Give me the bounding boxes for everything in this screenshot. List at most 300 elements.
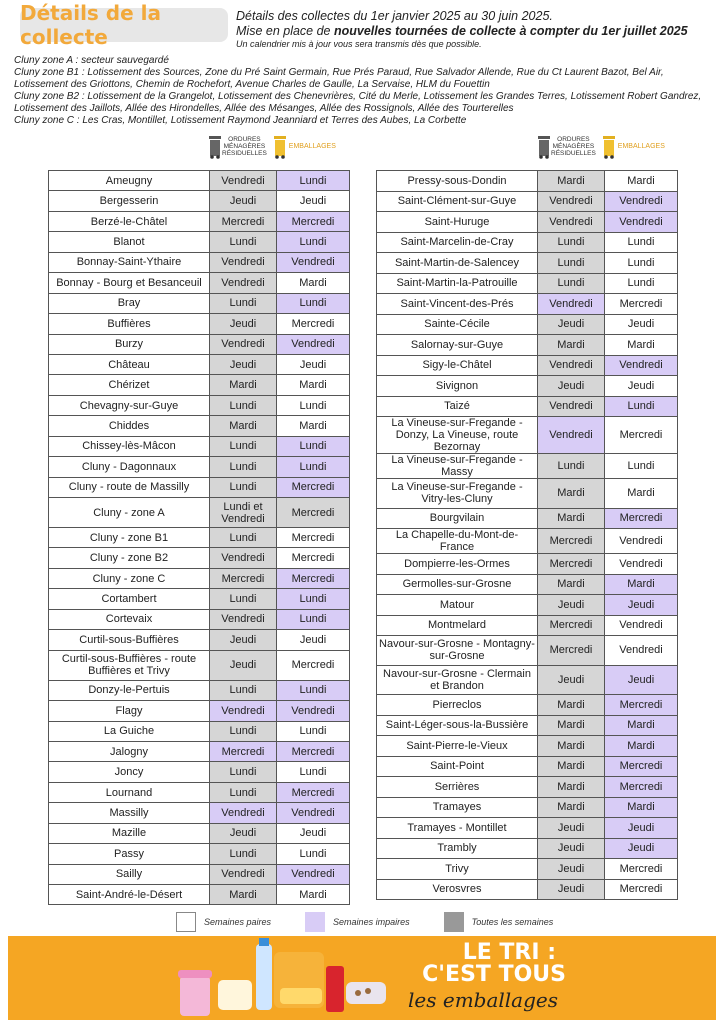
- om-day-cell: Mercredi: [538, 529, 605, 554]
- om-day-cell: Vendredi: [210, 803, 277, 823]
- om-day-cell: Lundi: [210, 721, 277, 741]
- city-cell: Saint-André-le-Désert: [49, 885, 210, 905]
- om-day-cell: Vendredi: [538, 212, 605, 233]
- table-row: [377, 479, 678, 509]
- emb-header-label: EMBALLAGES: [617, 142, 665, 150]
- city-cell: La Chapelle-du-Mont-de-France: [377, 529, 538, 554]
- city-cell: Tramayes - Montillet: [377, 818, 538, 839]
- table-row: [49, 528, 350, 548]
- emb-day-cell: Mercredi: [277, 568, 350, 588]
- om-day-cell: Vendredi: [538, 417, 605, 454]
- om-day-cell: Jeudi: [538, 376, 605, 397]
- table-row: [49, 191, 350, 211]
- table-row: [49, 273, 350, 293]
- city-cell: Chérizet: [49, 375, 210, 395]
- zone-line: Cluny zone C : Les Cras, Montillet, Lotissement Raymond Jeanniard et Terres des Aubes, La Corbette: [14, 115, 467, 126]
- om-day-cell: Lundi: [210, 762, 277, 782]
- om-day-cell: Lundi: [210, 589, 277, 609]
- emb-day-cell: Vendredi: [605, 355, 678, 376]
- table-row: [49, 171, 350, 191]
- emb-day-cell: Jeudi: [277, 630, 350, 650]
- om-day-cell: Vendredi: [538, 355, 605, 376]
- emb-day-cell: Vendredi: [605, 636, 678, 666]
- city-cell: Saint-Martin-la-Patrouille: [377, 273, 538, 294]
- city-cell: La Guiche: [49, 721, 210, 741]
- om-header-line: RÉSIDUELLES: [551, 149, 596, 157]
- emb-day-cell: Lundi: [277, 171, 350, 191]
- table-row: [377, 376, 678, 397]
- emb-day-cell: Mercredi: [605, 294, 678, 315]
- emb-day-cell: Mercredi: [605, 417, 678, 454]
- table-row: [377, 838, 678, 859]
- city-cell: Cluny - zone C: [49, 568, 210, 588]
- emb-day-cell: Mercredi: [277, 314, 350, 334]
- emb-day-cell: Jeudi: [605, 665, 678, 695]
- city-cell: Montmelard: [377, 615, 538, 636]
- packaging-illustration-icon: [168, 936, 448, 1020]
- table-row: [377, 273, 678, 294]
- table-row: [49, 680, 350, 700]
- emb-day-cell: Vendredi: [277, 252, 350, 272]
- table-row: [377, 665, 678, 695]
- om-day-cell: Lundi: [210, 457, 277, 477]
- emb-day-cell: Mardi: [277, 416, 350, 436]
- table-row: [49, 803, 350, 823]
- notice-bold: nouvelles tournées de collecte à compter du 1er juillet 2025: [333, 24, 688, 38]
- city-cell: Saint-Léger-sous-la-Bussière: [377, 715, 538, 736]
- table-row: [49, 354, 350, 374]
- table-row: [49, 701, 350, 721]
- city-cell: Chevagny-sur-Guye: [49, 395, 210, 415]
- column-header-left: [208, 133, 336, 159]
- emb-day-cell: Mardi: [277, 885, 350, 905]
- emb-day-cell: Mercredi: [605, 859, 678, 880]
- table-row: [49, 762, 350, 782]
- table-row: [49, 823, 350, 843]
- city-cell: Cortambert: [49, 589, 210, 609]
- om-day-cell: Jeudi: [210, 650, 277, 680]
- om-day-cell: Mardi: [210, 416, 277, 436]
- emb-day-cell: Lundi: [605, 396, 678, 417]
- table-row: [377, 818, 678, 839]
- city-cell: Chissey-lès-Mâcon: [49, 436, 210, 456]
- city-cell: Cortevaix: [49, 609, 210, 629]
- zone-line: Cluny zone A : secteur sauvegardé: [14, 55, 169, 66]
- city-cell: Burzy: [49, 334, 210, 354]
- table-row: [377, 859, 678, 880]
- table-row: [377, 314, 678, 335]
- emb-day-cell: Mardi: [605, 736, 678, 757]
- table-row: [377, 715, 678, 736]
- city-cell: Tramayes: [377, 797, 538, 818]
- city-cell: Blanot: [49, 232, 210, 252]
- zone-line: Cluny zone B1 : Lotissement des Sources, Zone du Pré Saint Germain, Rue Prés Paraud, Rue Salvador Allende, Rue du Ct Laurent Bazot, Bel Air,: [14, 67, 664, 78]
- city-cell: Pierreclos: [377, 695, 538, 716]
- emb-day-cell: Mercredi: [277, 211, 350, 231]
- table-row: [49, 457, 350, 477]
- emb-day-cell: Vendredi: [605, 529, 678, 554]
- emb-day-cell: Lundi: [277, 680, 350, 700]
- table-row: [49, 334, 350, 354]
- emb-header: [602, 133, 665, 159]
- table-row: [49, 721, 350, 741]
- header-info: [236, 9, 716, 50]
- emb-day-cell: Jeudi: [605, 314, 678, 335]
- city-cell: Chiddes: [49, 416, 210, 436]
- emb-day-cell: Lundi: [277, 844, 350, 864]
- om-header-line: MÉNAGÈRES: [552, 142, 595, 150]
- table-row: [377, 454, 678, 479]
- table-row: [377, 736, 678, 757]
- table-row: [377, 879, 678, 900]
- table-row: [49, 864, 350, 884]
- emb-day-cell: Mercredi: [277, 477, 350, 497]
- om-day-cell: Mardi: [538, 574, 605, 595]
- table-row: [377, 191, 678, 212]
- om-day-cell: Vendredi: [210, 252, 277, 272]
- om-day-cell: Mardi: [210, 375, 277, 395]
- banner-line-2: C'EST TOUS: [422, 962, 566, 987]
- table-row: [377, 756, 678, 777]
- city-cell: Cluny - zone B2: [49, 548, 210, 568]
- om-day-cell: Jeudi: [538, 838, 605, 859]
- zone-line: Lotissement des Griottons, Chemin de Rochefort, Avenue Charles de Gaulle, La Servaise, HLM du Fouettin: [14, 79, 490, 90]
- city-cell: Saint-Martin-de-Salencey: [377, 253, 538, 274]
- table-row: [49, 252, 350, 272]
- table-row: [49, 498, 350, 528]
- schedule-table-left: [48, 170, 350, 905]
- emb-day-cell: Lundi: [277, 589, 350, 609]
- om-day-cell: Jeudi: [538, 665, 605, 695]
- legend-all-label: Toutes les semaines: [471, 917, 554, 927]
- om-day-cell: Mardi: [538, 508, 605, 529]
- table-row: [377, 636, 678, 666]
- city-cell: La Vineuse-sur-Fregande - Donzy, La Vineuse, route Bezornay: [377, 417, 538, 454]
- om-day-cell: Vendredi: [538, 396, 605, 417]
- om-day-cell: Lundi: [210, 293, 277, 313]
- emb-day-cell: Mercredi: [605, 756, 678, 777]
- legend-even: [176, 912, 271, 932]
- city-cell: Cluny - route de Massilly: [49, 477, 210, 497]
- week-legend: [176, 912, 587, 932]
- table-row: [377, 294, 678, 315]
- column-header-right: [537, 133, 665, 159]
- table-row: [377, 508, 678, 529]
- table-row: [49, 885, 350, 905]
- emb-header-label: EMBALLAGES: [288, 142, 336, 150]
- table-row: [49, 232, 350, 252]
- city-cell: Taizé: [377, 396, 538, 417]
- city-cell: Donzy-le-Pertuis: [49, 680, 210, 700]
- om-day-cell: Vendredi: [538, 294, 605, 315]
- table-row: [377, 574, 678, 595]
- notice-prefix: Mise en place de: [236, 24, 334, 38]
- page-title-box: [20, 1, 228, 49]
- om-day-cell: Lundi: [538, 253, 605, 274]
- city-cell: Serrières: [377, 777, 538, 798]
- emb-day-cell: Mardi: [605, 574, 678, 595]
- om-day-cell: Mardi: [538, 479, 605, 509]
- legend-odd-label: Semaines impaires: [333, 917, 410, 927]
- emb-day-cell: Mardi: [605, 171, 678, 192]
- emb-day-cell: Lundi: [277, 721, 350, 741]
- om-day-cell: Mardi: [210, 885, 277, 905]
- table-row: [377, 777, 678, 798]
- emb-day-cell: Mercredi: [277, 782, 350, 802]
- om-day-cell: Jeudi: [210, 354, 277, 374]
- schedule-table-right: [376, 170, 678, 900]
- emb-day-cell: Mercredi: [277, 741, 350, 761]
- zone-line: Cluny zone B2 : Lotissement de la Grangelot, Lotissement des Chenevrières, Cité du Merle, Lotissement les Grandes Terres, Lotissement Robert Gandrez,: [14, 91, 702, 102]
- legend-all: [444, 912, 554, 932]
- city-cell: Berzé-le-Châtel: [49, 211, 210, 231]
- swatch-purple: [305, 912, 325, 932]
- table-row: [49, 416, 350, 436]
- emb-day-cell: Lundi: [277, 232, 350, 252]
- city-cell: Mazille: [49, 823, 210, 843]
- om-day-cell: Vendredi: [210, 548, 277, 568]
- emb-day-cell: Vendredi: [277, 334, 350, 354]
- table-row: [49, 568, 350, 588]
- emb-day-cell: Mercredi: [277, 548, 350, 568]
- emb-day-cell: Vendredi: [605, 191, 678, 212]
- city-cell: Saint-Marcelin-de-Cray: [377, 232, 538, 253]
- banner-line-1: LE TRI :: [462, 940, 556, 965]
- table-row: [377, 595, 678, 616]
- om-day-cell: Jeudi: [210, 630, 277, 650]
- om-header: [537, 133, 596, 159]
- om-day-cell: Jeudi: [538, 859, 605, 880]
- city-cell: Cluny - Dagonnaux: [49, 457, 210, 477]
- city-cell: Matour: [377, 595, 538, 616]
- table-row: [377, 417, 678, 454]
- city-cell: Trivy: [377, 859, 538, 880]
- om-day-cell: Lundi: [210, 680, 277, 700]
- city-cell: Jalogny: [49, 741, 210, 761]
- om-day-cell: Lundi: [210, 395, 277, 415]
- om-day-cell: Mardi: [538, 777, 605, 798]
- emb-day-cell: Vendredi: [277, 803, 350, 823]
- om-day-cell: Jeudi: [538, 595, 605, 616]
- table-row: [49, 477, 350, 497]
- zone-line: Lotissement des Jaillots, Allée des Hirondelles, Allée des Mésanges, Allée des Rossignols, Allée des Tourterelles: [14, 103, 514, 114]
- city-cell: Saint-Point: [377, 756, 538, 777]
- emb-day-cell: Lundi: [277, 395, 350, 415]
- city-cell: Sigy-le-Châtel: [377, 355, 538, 376]
- emb-day-cell: Lundi: [605, 273, 678, 294]
- city-cell: Pressy-sous-Dondin: [377, 171, 538, 192]
- emb-day-cell: Mardi: [277, 273, 350, 293]
- om-header-line: ORDURES: [557, 135, 590, 143]
- city-cell: Sailly: [49, 864, 210, 884]
- emb-day-cell: Lundi: [277, 293, 350, 313]
- city-cell: Dompierre-les-Ormes: [377, 554, 538, 575]
- emb-day-cell: Jeudi: [277, 354, 350, 374]
- table-row: [49, 589, 350, 609]
- city-cell: Bonnay-Saint-Ythaire: [49, 252, 210, 272]
- emb-day-cell: Mardi: [605, 479, 678, 509]
- emb-day-cell: Mardi: [605, 335, 678, 356]
- city-cell: Cluny - zone A: [49, 498, 210, 528]
- city-cell: Passy: [49, 844, 210, 864]
- emb-day-cell: Lundi: [277, 457, 350, 477]
- legend-even-label: Semaines paires: [204, 917, 272, 927]
- emb-day-cell: Lundi: [605, 253, 678, 274]
- emb-day-cell: Mercredi: [605, 777, 678, 798]
- om-header: [208, 133, 267, 159]
- om-day-cell: Mercredi: [210, 741, 277, 761]
- table-row: [49, 375, 350, 395]
- emb-day-cell: Mardi: [277, 375, 350, 395]
- city-cell: Buffières: [49, 314, 210, 334]
- table-row: [377, 355, 678, 376]
- emb-day-cell: Vendredi: [605, 212, 678, 233]
- om-day-cell: Jeudi: [210, 823, 277, 843]
- om-day-cell: Vendredi: [210, 864, 277, 884]
- city-cell: Trambly: [377, 838, 538, 859]
- period-text: Détails des collectes du 1er janvier 2025 au 30 juin 2025.: [236, 9, 553, 23]
- table-row: [377, 615, 678, 636]
- calendar-note: Un calendrier mis à jour vous sera transmis dès que possible.: [236, 39, 482, 49]
- emb-day-cell: Lundi: [277, 609, 350, 629]
- zones-description: [14, 55, 714, 127]
- city-cell: La Vineuse-sur-Fregande - Massy: [377, 454, 538, 479]
- table-row: [377, 554, 678, 575]
- table-row: [49, 293, 350, 313]
- city-cell: Germolles-sur-Grosne: [377, 574, 538, 595]
- city-cell: Cluny - zone B1: [49, 528, 210, 548]
- om-day-cell: Jeudi: [210, 191, 277, 211]
- city-cell: Verosvres: [377, 879, 538, 900]
- om-day-cell: Jeudi: [538, 818, 605, 839]
- emb-day-cell: Vendredi: [605, 554, 678, 575]
- om-day-cell: Lundi: [210, 477, 277, 497]
- om-header-line: ORDURES: [228, 135, 261, 143]
- emb-day-cell: Mardi: [605, 797, 678, 818]
- recycling-bin-icon: [602, 133, 616, 159]
- city-cell: Saint-Pierre-le-Vieux: [377, 736, 538, 757]
- banner-line-3: les emballages: [408, 988, 558, 1012]
- table-row: [377, 529, 678, 554]
- city-cell: Ameugny: [49, 171, 210, 191]
- table-row: [49, 548, 350, 568]
- om-day-cell: Vendredi: [538, 191, 605, 212]
- emb-day-cell: Jeudi: [605, 818, 678, 839]
- emb-header: [273, 133, 336, 159]
- table-row: [377, 335, 678, 356]
- city-cell: Sainte-Cécile: [377, 314, 538, 335]
- city-cell: Curtil-sous-Buffières - route Buffières et Trivy: [49, 650, 210, 680]
- emb-day-cell: Mercredi: [277, 650, 350, 680]
- city-cell: Lournand: [49, 782, 210, 802]
- table-row: [49, 395, 350, 415]
- legend-odd: [305, 912, 410, 932]
- om-day-cell: Vendredi: [210, 609, 277, 629]
- table-row: [49, 650, 350, 680]
- emb-day-cell: Jeudi: [605, 595, 678, 616]
- table-row: [49, 844, 350, 864]
- table-row: [49, 741, 350, 761]
- om-day-cell: Mercredi: [538, 636, 605, 666]
- city-cell: Curtil-sous-Buffières: [49, 630, 210, 650]
- table-row: [49, 782, 350, 802]
- city-cell: Bray: [49, 293, 210, 313]
- city-cell: Navour-sur-Grosne - Clermain et Brandon: [377, 665, 538, 695]
- emb-day-cell: Jeudi: [605, 376, 678, 397]
- emb-day-cell: Mercredi: [277, 528, 350, 548]
- om-day-cell: Lundi: [210, 232, 277, 252]
- om-day-cell: Jeudi: [210, 314, 277, 334]
- om-day-cell: Lundi: [210, 782, 277, 802]
- om-day-cell: Vendredi: [210, 334, 277, 354]
- notice-text: [236, 24, 716, 39]
- emb-day-cell: Jeudi: [277, 191, 350, 211]
- om-day-cell: Mercredi: [210, 211, 277, 231]
- city-cell: La Vineuse-sur-Fregande - Vitry-les-Cluny: [377, 479, 538, 509]
- emb-day-cell: Mercredi: [605, 508, 678, 529]
- city-cell: Navour-sur-Grosne - Montagny-sur-Grosne: [377, 636, 538, 666]
- emb-day-cell: Vendredi: [605, 615, 678, 636]
- om-day-cell: Mardi: [538, 171, 605, 192]
- city-cell: Massilly: [49, 803, 210, 823]
- om-day-cell: Mardi: [538, 756, 605, 777]
- table-row: [377, 212, 678, 233]
- om-day-cell: Mercredi: [538, 615, 605, 636]
- recycling-bin-icon: [273, 133, 287, 159]
- om-day-cell: Mardi: [538, 736, 605, 757]
- trash-bin-icon: [208, 133, 222, 159]
- table-row: [377, 171, 678, 192]
- emb-day-cell: Lundi: [605, 232, 678, 253]
- om-day-cell: Lundi: [538, 273, 605, 294]
- city-cell: Flagy: [49, 701, 210, 721]
- city-cell: Sivignon: [377, 376, 538, 397]
- tri-banner: [8, 936, 716, 1020]
- om-day-cell: Jeudi: [538, 314, 605, 335]
- city-cell: Joncy: [49, 762, 210, 782]
- om-header-line: MÉNAGÈRES: [223, 142, 266, 150]
- emb-day-cell: Mercredi: [277, 498, 350, 528]
- swatch-white: [176, 912, 196, 932]
- table-row: [49, 436, 350, 456]
- table-row: [377, 695, 678, 716]
- om-day-cell: Lundi et Vendredi: [210, 498, 277, 528]
- om-day-cell: Lundi: [210, 844, 277, 864]
- emb-day-cell: Vendredi: [277, 701, 350, 721]
- city-cell: Saint-Huruge: [377, 212, 538, 233]
- page-title: Détails de la collecte: [20, 1, 161, 49]
- emb-day-cell: Jeudi: [277, 823, 350, 843]
- table-row: [49, 609, 350, 629]
- city-cell: Bergesserin: [49, 191, 210, 211]
- om-header-line: RÉSIDUELLES: [222, 149, 267, 157]
- table-row: [377, 797, 678, 818]
- om-day-cell: Vendredi: [210, 171, 277, 191]
- city-cell: Château: [49, 354, 210, 374]
- emb-day-cell: Lundi: [277, 762, 350, 782]
- om-day-cell: Lundi: [538, 454, 605, 479]
- om-day-cell: Jeudi: [538, 879, 605, 900]
- city-cell: Bonnay - Bourg et Besanceuil: [49, 273, 210, 293]
- table-row: [49, 211, 350, 231]
- emb-day-cell: Vendredi: [277, 864, 350, 884]
- emb-day-cell: Jeudi: [605, 838, 678, 859]
- om-day-cell: Vendredi: [210, 701, 277, 721]
- city-cell: Saint-Clément-sur-Guye: [377, 191, 538, 212]
- om-day-cell: Mardi: [538, 695, 605, 716]
- city-cell: Saint-Vincent-des-Prés: [377, 294, 538, 315]
- table-row: [377, 253, 678, 274]
